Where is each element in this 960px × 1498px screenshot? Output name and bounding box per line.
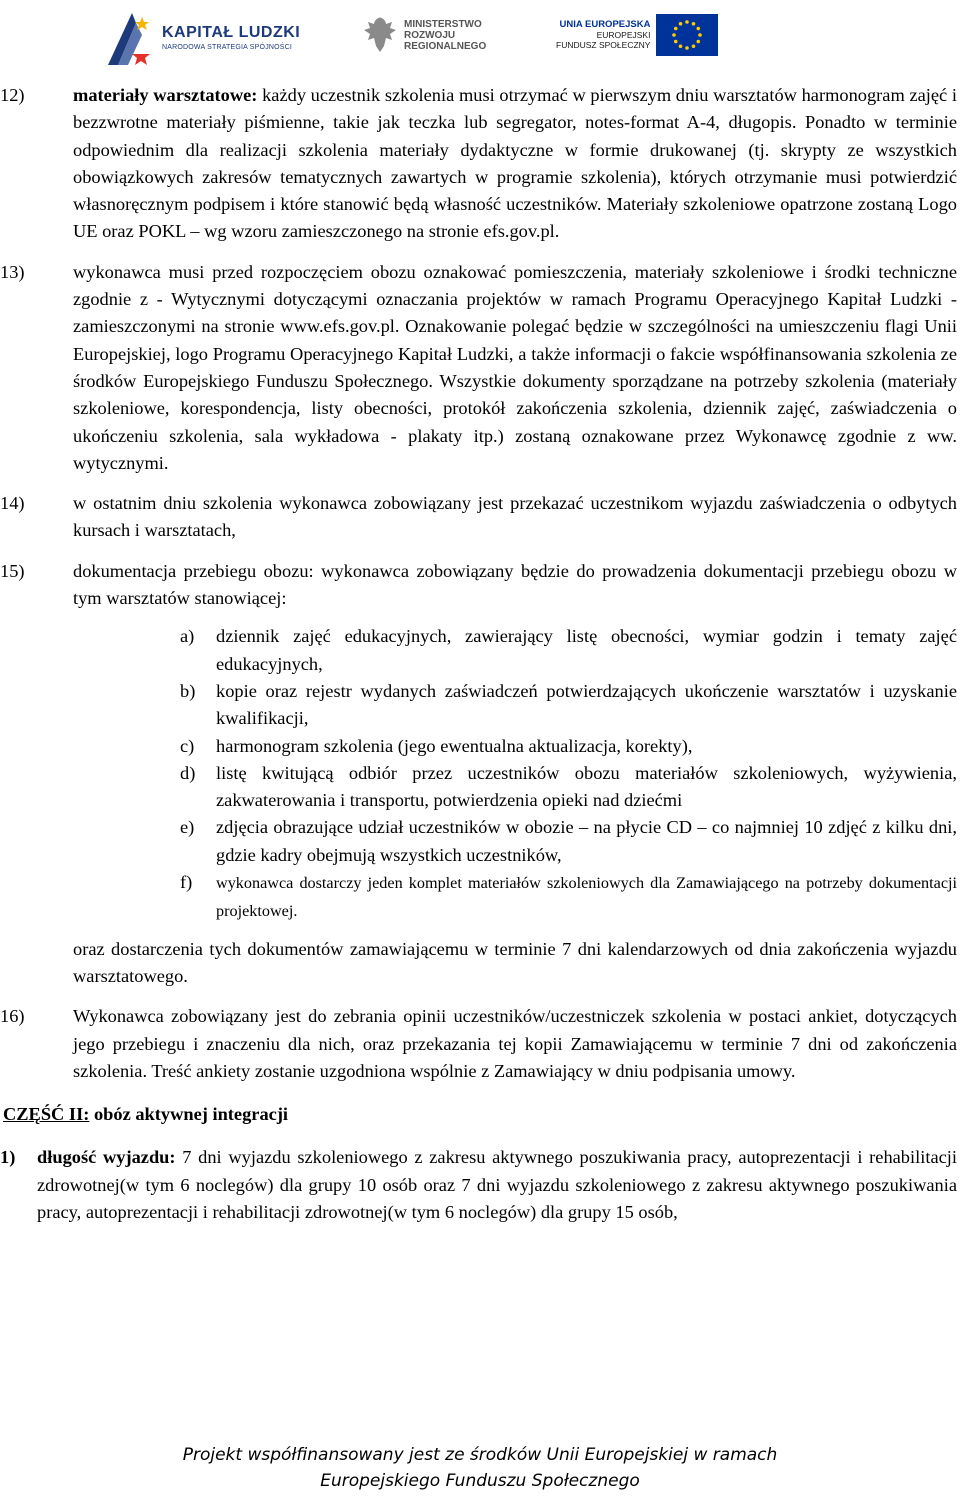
list-item-13 <box>0 259 960 477</box>
ministry-line3: REGIONALNEGO <box>404 40 487 52</box>
page-footer <box>0 1442 960 1494</box>
item-text: w ostatnim dniu szkolenia wykonawca zobowiązany jest przekazać uczestnikom wyjazdu zaświadczenia o odbytych kursach i warsztatach, <box>73 493 957 541</box>
sub-item-text: kopie oraz rejestr wydanych zaświadczeń potwierdzających ukończenie warsztatów i uzyskanie kwalifikacji, <box>216 680 957 729</box>
eu-logo <box>556 14 718 56</box>
kapital-ludzki-name: KAPITAŁ LUDZKI <box>162 23 301 41</box>
eu-star <box>699 33 703 37</box>
sub-item-a <box>0 623 960 678</box>
sub-item-label: f) <box>180 872 193 893</box>
eu-star <box>679 44 683 48</box>
eu-star <box>673 33 677 37</box>
item-text: dokumentacja przebiegu obozu: wykonawca zobowiązany będzie do prowadzenia dokumentacji przebiegu obozu w tym warsztatów stanowiącej: <box>73 560 957 609</box>
ministry-text <box>404 19 486 52</box>
eu-star <box>679 22 683 26</box>
sub-item-label: c) <box>180 735 195 756</box>
ministry-logo <box>362 14 486 56</box>
eu-line3: FUNDUSZ SPOŁECZNY <box>556 40 651 50</box>
eu-star <box>674 27 678 31</box>
after-list-paragraph: oraz dostarczenia tych dokumentów zamawiającemu w terminie 7 dni kalendarzowych od dnia zakończenia wyjazdu warsztatowego. <box>73 938 957 986</box>
sub-item-label: a) <box>180 626 195 647</box>
eu-line1: UNIA EUROPEJSKA <box>559 19 651 30</box>
eu-line2: EUROPEJSKI <box>596 30 651 40</box>
sub-item-d <box>0 760 960 815</box>
item-text: 7 dni wyjazdu szkoleniowego z zakresu aktywnego poszukiwania pracy, autoprezentacji i rehabilitacji zdrowotnej(w tym 6 noclegów) dla grupy 10 osób oraz 7 dni wyjazdu szkoleniowego z zakresu aktywnego poszukiwania pracy, autoprezentacji i rehabilitacji zdrowotnej(w tym 6 noclegów) dla grupy 15 osób, <box>37 1147 957 1222</box>
eu-star <box>692 22 696 26</box>
sub-item-text: listę kwitującą odbiór przez uczestników obozu materiałów szkoleniowych, wyżywienia, zakwaterowania i transportu, potwierdzenia opieki nad dziećmi <box>216 762 957 811</box>
eu-star <box>686 46 690 50</box>
sub-item-text: dziennik zajęć edukacyjnych, zawierający listę obecności, wymiar godzin i tematy zajęć edukacyjnych, <box>216 626 957 674</box>
item-number: 14) <box>0 493 25 514</box>
list-item-14 <box>0 490 960 545</box>
list-item-12 <box>0 82 960 246</box>
item-lead: długość wyjazdu: <box>37 1147 176 1168</box>
item-text: Wykonawca zobowiązany jest do zebrania opinii uczestników/uczestniczek szkolenia w postaci ankiet, dotyczących jego przebiegu i znaczeniu dla nich, oraz przekazania tej kopii Zamawiającemu w terminie 7 dni od zakończenia szkolenia. Treść ankiety zostanie uzgodniona wspólnie z Zamawiający w dniu podpisania umowy. <box>73 1006 957 1081</box>
sub-item-text: wykonawca dostarczy jeden komplet materiałów szkoleniowych dla Zamawiającego na potrzeby dokumentacji projektowej. <box>216 874 957 921</box>
item-number: 1) <box>0 1147 16 1168</box>
item-text: każdy uczestnik szkolenia musi otrzymać w pierwszym dniu warsztatów harmonogram zajęć i bezzwrotne materiały piśmienne, takie jak teczka lub segregator, notes-format A-4, długopis. Ponadto w terminie odpowiednim dla realizacji szkolenia materiały dydaktyczne w formie drukowanej (tj. skrypty ze wszystkich obowiązkowych zakresów tematycznych zawartych w programie szkolenia), których otrzymanie musi potwierdzić własnoręcznym podpisem i które stanowić będą własność uczestników. Materiały szkoleniowe opatrzone zostaną Logo UE oraz POKL – wg wzoru zamieszczonego na stronie efs.gov.pl. <box>73 85 957 242</box>
eu-star <box>692 44 696 48</box>
eu-star <box>697 27 701 31</box>
eagle-emblem-icon <box>362 14 398 56</box>
list-item-15 <box>0 558 960 613</box>
item-number: 15) <box>0 560 25 581</box>
sub-item-label: d) <box>180 762 196 783</box>
kapital-ludzki-subtitle: NARODOWA STRATEGIA SPÓJNOŚCI <box>162 43 293 51</box>
list-item-16 <box>0 1003 960 1085</box>
sub-item-c <box>0 733 960 760</box>
header-logos <box>0 0 960 70</box>
sub-item-label: b) <box>180 680 196 701</box>
footer-line1: Projekt współfinansowany jest ze środków Unii Europejskiej w ramach <box>182 1445 778 1465</box>
sub-item-b <box>0 678 960 733</box>
sub-item-text: zdjęcia obrazujące udział uczestników w obozie – na płycie CD – co najmniej 10 zdjęć z kilku dni, gdzie kadry obejmują wszystkich uczestników, <box>216 817 957 865</box>
eu-star <box>697 40 701 44</box>
section-label: CZĘŚĆ II: <box>3 1104 90 1125</box>
sub-item-label: e) <box>180 817 195 838</box>
item-number: 12) <box>0 85 25 105</box>
item-number: 16) <box>0 1006 25 1027</box>
eu-text <box>556 20 650 50</box>
footer-line2: Europejskiego Funduszu Społecznego <box>320 1471 640 1491</box>
section-title: obóz aktywnej integracji <box>89 1104 289 1125</box>
sub-item-text: harmonogram szkolenia (jego ewentualna aktualizacja, korekty), <box>216 735 693 756</box>
kapital-ludzki-logo <box>106 6 300 68</box>
section-heading <box>0 1101 960 1128</box>
ministry-line1: MINISTERSTWO <box>404 18 482 30</box>
kapital-ludzki-text <box>162 24 300 51</box>
item-lead: materiały warsztatowe: <box>73 85 258 105</box>
sub-item-f <box>0 869 960 926</box>
eu-star <box>686 20 690 24</box>
part2-item-1 <box>0 1144 960 1226</box>
item-text: wykonawca musi przed rozpoczęciem obozu oznakować pomieszczenia, materiały szkoleniowe i środki techniczne zgodnie z - Wytycznymi dotyczącymi oznaczania projektów w ramach Programu Operacyjnego Kapitał Ludzki - zamieszczonymi na stronie www.efs.gov.pl. Oznakowanie polegać będzie w szczególności na umieszczeniu flagi Unii Europejskiej, logo Programu Operacyjnego Kapitał Ludzki, a także informacji o fakcie współfinansowania szkolenia ze środków Europejskiego Funduszu Społecznego. Wszystkie dokumenty sporządzane na potrzeby szkolenia (materiały szkoleniowe, korespondencja, listy obecności, protokół zakończenia szkolenia, dziennik zajęć, zaświadczenia o ukończeniu szkolenia, sala wykładowa - plakaty itp.) zostaną oznakowane przez Wykonawcę zgodnie z ww. wytycznymi. <box>73 261 957 473</box>
document-body <box>0 82 960 1226</box>
item-number: 13) <box>0 261 25 282</box>
eu-flag-icon <box>656 14 718 56</box>
ministry-line2: ROZWOJU <box>404 29 456 41</box>
kapital-ludzki-emblem-icon <box>106 7 156 67</box>
eu-star <box>674 40 678 44</box>
sub-item-e <box>0 814 960 869</box>
